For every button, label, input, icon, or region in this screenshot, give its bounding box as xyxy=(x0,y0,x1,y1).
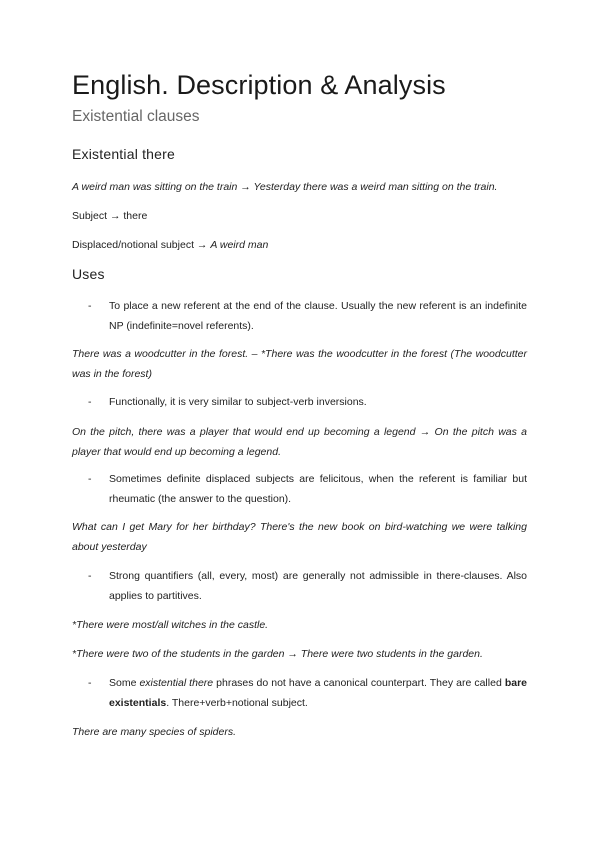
example-witches: *There were most/all witches in the castle. xyxy=(72,619,269,631)
bullet-text-3: Sometimes definite displaced subjects are felicitous, when the referent is familiar but rheumatic (the answer to the question). xyxy=(109,473,527,505)
bullet-text-2: Functionally, it is very similar to subject-verb inversions. xyxy=(109,396,367,408)
displaced-label: Displaced/notional subject → xyxy=(72,239,211,251)
bullet-item-1 xyxy=(88,296,527,336)
bullet-dash: - xyxy=(88,677,92,689)
bullet-dash: - xyxy=(88,473,92,485)
bullet5-part1: Some xyxy=(109,677,140,689)
page-subtitle: Existential clauses xyxy=(72,108,200,125)
bullet5-italic: existential there xyxy=(139,677,214,689)
example-woodcutter: There was a woodcutter in the forest. – *There was the woodcutter in the forest (The woodcutter was in the forest) xyxy=(72,348,527,380)
bullet-text-1: To place a new referent at the end of the clause. Usually the new referent is an indefinite NP (indefinite=novel referents). xyxy=(109,300,527,332)
bullet-item-3 xyxy=(88,469,527,509)
heading-existential-there: Existential there xyxy=(72,146,176,162)
bullet-dash: - xyxy=(88,300,92,312)
bullet5-bold: bare existentials xyxy=(109,677,527,709)
heading-uses: Uses xyxy=(72,266,105,282)
displaced-example: A weird man xyxy=(210,239,269,251)
bullet-item-4 xyxy=(88,566,527,606)
bullet-item-2 xyxy=(88,392,527,412)
page-title: English. Description & Analysis xyxy=(72,70,446,100)
bullet-text-5 xyxy=(109,673,527,713)
example-spiders: There are many species of spiders. xyxy=(72,726,236,738)
example-students: *There were two of the students in the garden → There were two students in the garden. xyxy=(72,648,483,660)
bullet5-part2: phrases do not have a canonical counterpart. They are called xyxy=(213,677,505,689)
subject-line: Subject → there xyxy=(72,210,148,222)
bullet-dash: - xyxy=(88,396,92,408)
example-pitch: On the pitch, there was a player that would end up becoming a legend → On the pitch was a player that would end up becoming a legend. xyxy=(72,426,527,458)
bullet-text-4: Strong quantifiers (all, every, most) are generally not admissible in there-clauses. Also applies to partitives. xyxy=(109,570,527,602)
bullet-dash: - xyxy=(88,570,92,582)
displaced-subject-line xyxy=(72,238,268,252)
example-weird-man: A weird man was sitting on the train → Yesterday there was a weird man sitting on the train. xyxy=(72,181,498,193)
example-mary: What can I get Mary for her birthday? There's the new book on bird-watching we were talking about yesterday xyxy=(72,521,527,553)
bullet-item-5 xyxy=(88,673,527,713)
bullet5-part3: . There+verb+notional subject. xyxy=(166,697,308,709)
